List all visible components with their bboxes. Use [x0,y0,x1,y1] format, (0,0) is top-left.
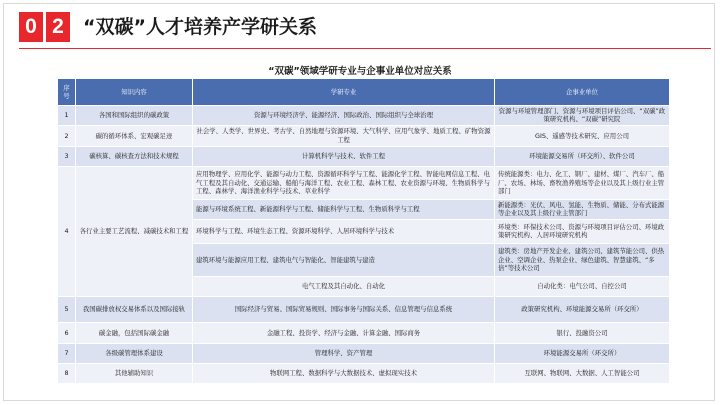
table-row [58,146,670,166]
knowledge-cell: 各级碳管理体系建设 [76,343,193,363]
enterprise-cell: 银行、投融资公司 [495,322,670,343]
row-index: 5 [58,296,76,322]
row-index: 7 [58,343,76,363]
column-header-major: 学研专业 [193,79,495,106]
enterprise-cell: GIS、遥感等技术研究、应用公司 [495,125,670,146]
enterprise-cell: 政策研究机构、环境能源交易所（环交所） [495,296,670,322]
enterprise-cell: 传统能源类：电力、化工、钢厂、建材、煤厂、汽车厂、船厂、农场、林场、畜牧渔养殖场等企业以及其上级行业主管部门 [495,166,670,199]
table-row [58,363,670,383]
knowledge-cell: 各国和国际组织的碳政策 [76,106,193,126]
major-cell: 环境科学与工程、环境生态工程、资源环境科学、人居环境科学与技术 [193,219,495,243]
column-header-enterprise: 企事业单位 [495,79,670,106]
knowledge-cell: 碳金融，包括国际碳金融 [76,322,193,343]
enterprise-cell: 建筑类：房地产开发企业、建筑公司、建筑节能公司、供热企业、空调企业、热泵企业、绿色建筑、智慧建筑、“多倍”等技术公司 [495,243,670,276]
table-row [58,125,670,146]
major-cell: 金融工程、投资学、经济与金融、计算金融、国际商务 [193,322,495,343]
table-row [58,343,670,363]
enterprise-cell: 互联网、物联网、大数据、人工智能公司 [495,363,670,383]
knowledge-cell: 我国碳排放权交易体系以及国际接轨 [76,296,193,322]
column-header-knowledge: 知识内容 [76,79,193,106]
enterprise-cell: 自动化类：电气公司、自控公司 [495,276,670,296]
table-row [58,322,670,343]
enterprise-cell: 环境类：环保技术公司、资源与环境项目评估公司、环境政策研究机构、人居环境研究机构 [495,219,670,243]
section-badge-digit-2: 2 [46,12,70,42]
row-index: 8 [58,363,76,383]
enterprise-cell: 环境能源交易所（环交所） [495,343,670,363]
section-badge-digit-1: 0 [19,12,43,42]
enterprise-cell: 环境能源交易所（环交所）、软件公司 [495,146,670,166]
knowledge-cell: 各行业主要工艺流程、减碳技术和工程 [76,166,193,296]
major-cell: 电气工程及其自动化、自动化 [193,276,495,296]
table-row [58,106,670,126]
major-cell: 能源与环境系统工程、新能源科学与工程、储能科学与工程、生物质科学与工程 [193,199,495,219]
row-index: 1 [58,106,76,126]
major-cell: 社会学、人类学、世界史、考古学、自然地理与资源环境、大气科学、应用气象学、地质工程、矿物资源工程 [193,125,495,146]
row-index: 4 [58,166,76,296]
column-header-index: 序号 [58,79,76,106]
major-cell: 物联网工程、数据科学与大数据技术、虚拟现实技术 [193,363,495,383]
major-cell: 应用物理学、应用化学、能源与动力工程、资源循环科学与工程、能源化学工程、智能电网信息工程、电气工程及其自动化、交通运输、船舶与海洋工程、农业工程、森林工程、农业资源与环境、生物质科学与工程、森林学、海洋渔业科学与技术、草业科学 [193,166,495,199]
knowledge-cell: 碳核算、碳核查方法和技术规程 [76,146,193,166]
slide-title: “双碳”人才培养产学研关系 [83,16,317,38]
header-divider [19,48,711,49]
knowledge-cell: 其他辅助知识 [76,363,193,383]
table-header-row [58,79,670,106]
major-cell: 建筑环境与能源应用工程、建筑电气与智能化、智能建筑与建造 [193,243,495,276]
table-row [58,166,670,199]
table-row [58,296,670,322]
major-cell: 计算机科学与技术、软件工程 [193,146,495,166]
mapping-table [57,78,670,384]
row-index: 6 [58,322,76,343]
enterprise-cell: 资源与环境管理部门、资源与环境项目评估公司、“双碳”政策研究机构、“双碳”研究院 [495,106,670,126]
major-cell: 资源与环境经济学、能源经济、国际政治、国际组织与全球治理 [193,106,495,126]
major-cell: 管理科学、资产管理 [193,343,495,363]
major-cell: 国际经济与贸易、国际贸易规则、国际事务与国际关系、信息管理与信息系统 [193,296,495,322]
slide-header [19,12,709,50]
row-index: 3 [58,146,76,166]
knowledge-cell: 碳的循环体系、宏观碳足迹 [76,125,193,146]
enterprise-cell: 新能源类：光伏、风电、氢能、生物质、储能、分布式能源等企业以及其上级行业主管部门 [495,199,670,219]
row-index: 2 [58,125,76,146]
table-title: “双碳”领域学研专业与企事业单位对应关系 [268,66,452,77]
